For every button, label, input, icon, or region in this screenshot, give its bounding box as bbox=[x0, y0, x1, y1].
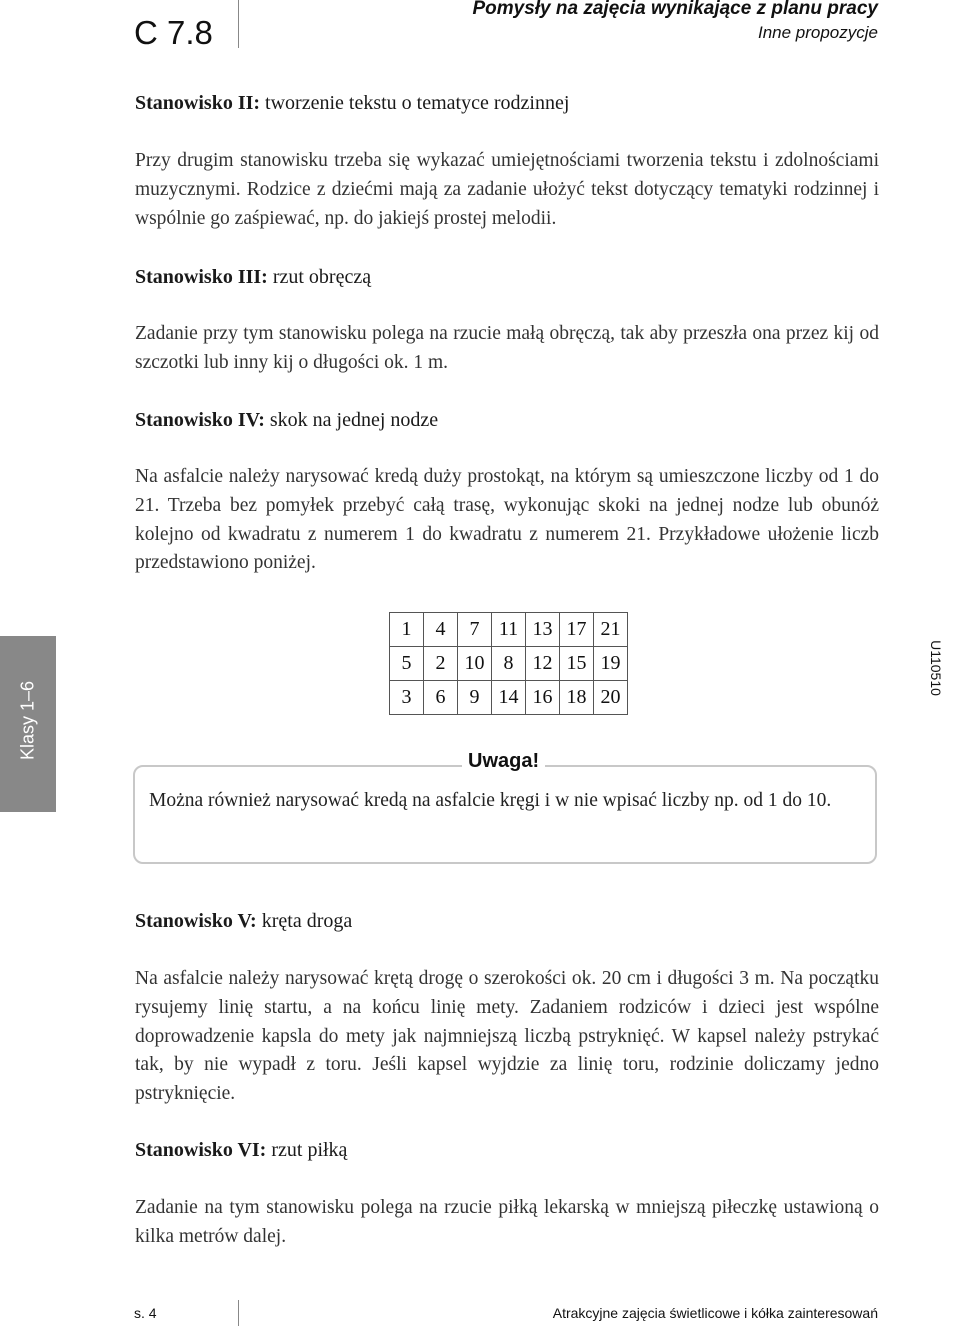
grid-row bbox=[390, 647, 628, 681]
grid-cell: 17 bbox=[560, 613, 594, 647]
section-heading-bold: Stanowisko V: bbox=[135, 910, 257, 932]
footer-divider bbox=[238, 1300, 239, 1326]
section-heading-text: kręta droga bbox=[256, 910, 353, 932]
grid-cell: 2 bbox=[424, 647, 458, 681]
note-text: Można również narysować kredą na asfalcie kręgi i w nie wpisać liczby np. od 1 do 10. bbox=[149, 790, 832, 811]
grid-cell: 19 bbox=[594, 647, 628, 681]
grid-cell: 16 bbox=[526, 681, 560, 715]
section-heading-2 bbox=[135, 92, 569, 115]
section-heading-6 bbox=[135, 1139, 347, 1162]
number-grid bbox=[389, 612, 628, 715]
grid-cell: 7 bbox=[458, 613, 492, 647]
section-heading-bold: Stanowisko II: bbox=[135, 92, 261, 114]
section-code: C 7.8 bbox=[134, 14, 213, 51]
footer-page-number: s. 4 bbox=[134, 1305, 157, 1321]
section-heading-4 bbox=[135, 409, 438, 432]
grid-cell: 18 bbox=[560, 681, 594, 715]
grid-cell: 10 bbox=[458, 647, 492, 681]
section-text-3: Zadanie przy tym stanowisku polega na rzucie małą obręczą, tak aby przeszła ona przez kij od szczotki lub inny kij o długości ok. 1 m. bbox=[135, 323, 879, 373]
section-text-5: Na asfalcie należy narysować krętą drogę o szerokości ok. 20 cm i długości 3 m. Na początku rysujemy linię startu, a na końcu linię mety. Zadaniem rodziców i dzieci jest wspólne doprowadzenie kapsla do mety jak najmniejszą liczbą pstryknięć. W kapsel należy pstrykać tak, by nie wypadł z toru. Jeśli kapsel wyjdzie za linię toru, rodzinie doliczamy jedno pstryknięcie. bbox=[135, 968, 879, 1105]
grid-cell: 1 bbox=[390, 613, 424, 647]
note-title: Uwaga! bbox=[462, 750, 545, 773]
grid-cell: 9 bbox=[458, 681, 492, 715]
grid-cell: 14 bbox=[492, 681, 526, 715]
grid-cell: 4 bbox=[424, 613, 458, 647]
grid-cell: 8 bbox=[492, 647, 526, 681]
grid-cell: 12 bbox=[526, 647, 560, 681]
section-heading-text: rzut obręczą bbox=[267, 266, 372, 288]
grid-row bbox=[390, 681, 628, 715]
section-text-4: Na asfalcie należy narysować kredą duży prostokąt, na którym są umieszczone liczby od 1 do 21. Trzeba bez pomyłek przebyć całą trasę, wykonując skoki na jednej nodze lub obunóż kolejno od kwadratu z numerem 1 do kwadratu z numerem 21. Przykładowe ułożenie liczb przedstawiono poniżej. bbox=[135, 466, 879, 574]
grid-cell: 21 bbox=[594, 613, 628, 647]
side-code: U110510 bbox=[928, 640, 945, 696]
grid-cell: 15 bbox=[560, 647, 594, 681]
section-heading-5 bbox=[135, 910, 352, 933]
grid-cell: 11 bbox=[492, 613, 526, 647]
grid-cell: 6 bbox=[424, 681, 458, 715]
section-heading-text: skok na jednej nodze bbox=[264, 409, 439, 431]
header-divider bbox=[238, 0, 239, 48]
header-subtitle: Inne propozycje bbox=[757, 23, 878, 42]
section-heading-bold: Stanowisko VI: bbox=[135, 1139, 267, 1161]
grid-cell: 20 bbox=[594, 681, 628, 715]
section-heading-3 bbox=[135, 266, 371, 289]
section-heading-text: tworzenie tekstu o tematyce rodzinnej bbox=[260, 92, 570, 114]
grid-cell: 13 bbox=[526, 613, 560, 647]
side-tab bbox=[0, 636, 56, 812]
header-title: Pomysły na zajęcia wynikające z planu pracy bbox=[472, 0, 878, 19]
footer-title: Atrakcyjne zajęcia świetlicowe i kółka zainteresowań bbox=[552, 1305, 878, 1321]
grid-cell: 3 bbox=[390, 681, 424, 715]
section-heading-text: rzut piłką bbox=[266, 1139, 348, 1161]
side-tab-label: Klasy 1–6 bbox=[17, 680, 38, 761]
section-heading-bold: Stanowisko IV: bbox=[135, 409, 265, 431]
section-text-6: Zadanie na tym stanowisku polega na rzucie piłką lekarską w mniejszą piłeczkę ustawioną o kilka metrów dalej. bbox=[135, 1197, 879, 1247]
section-heading-bold: Stanowisko III: bbox=[135, 266, 268, 288]
section-text-2: Przy drugim stanowisku trzeba się wykazać umiejętnościami tworzenia tekstu i zdolnościami muzycznymi. Rodzice z dziećmi mają za zadanie ułożyć tekst dotyczący tematyki rodzinnej i wspólnie go zaśpiewać, np. do jakiejś prostej melodii. bbox=[135, 150, 879, 229]
grid-cell: 5 bbox=[390, 647, 424, 681]
grid-row bbox=[390, 613, 628, 647]
